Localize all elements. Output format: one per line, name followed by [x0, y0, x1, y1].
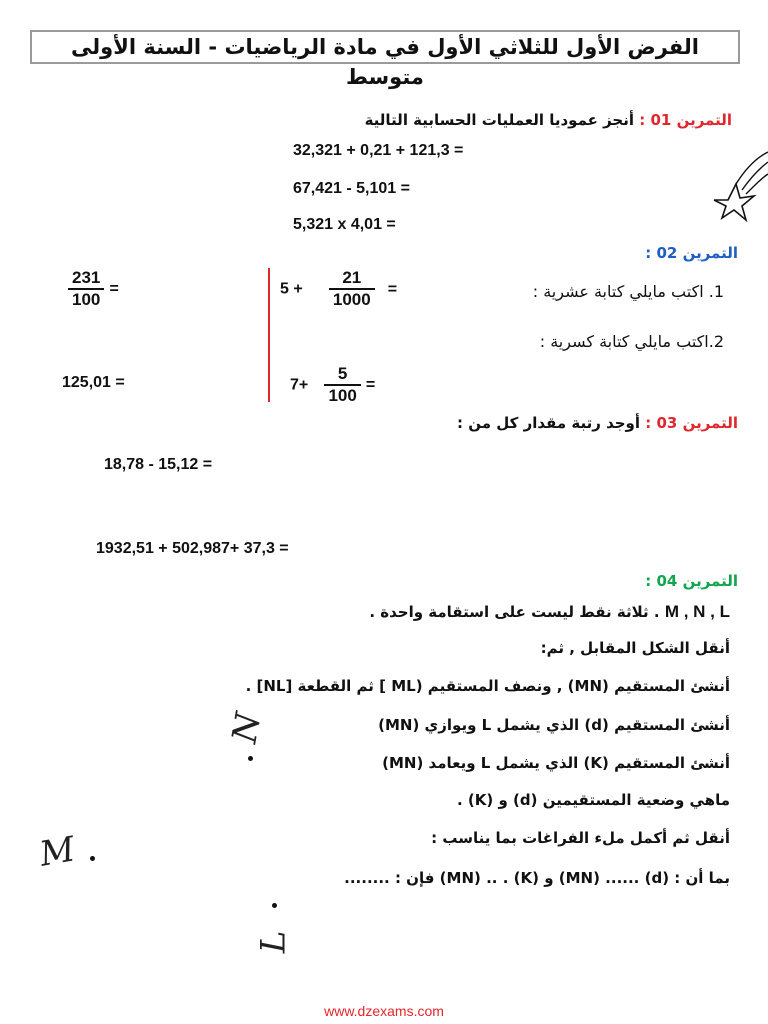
exercise-1-header	[365, 111, 732, 129]
fraction-expression-1	[68, 268, 119, 310]
exercise-1-operation-2: 67,421 - 5,101 =	[293, 180, 410, 197]
point-n-dot	[248, 756, 253, 761]
point-l-dot	[272, 903, 277, 908]
fraction-numerator: 21	[329, 268, 375, 290]
equals-sign: =	[365, 376, 376, 394]
point-m-label: M	[36, 829, 79, 875]
exercise-4-label: التمرين 04 :	[645, 572, 738, 590]
exercise-3-header	[457, 414, 738, 432]
fraction-231-100	[68, 268, 104, 310]
exercise-3-operation-1: 18,78 - 15,12 =	[104, 456, 213, 473]
point-l-label: L	[253, 930, 294, 954]
equals-sign: =	[109, 280, 119, 298]
expression-prefix: 5 +	[280, 280, 303, 298]
expression-5-plus-fraction	[280, 268, 397, 310]
point-m-dot	[90, 856, 95, 861]
red-divider	[268, 268, 270, 402]
fraction-5-100	[324, 364, 360, 406]
exercise-4-line-5: أنشئ المستقيم (K) الذي يشمل L ويعامد (MN)	[382, 754, 730, 772]
shooting-star-icon	[706, 148, 768, 224]
exercise-1-operation-3: 5,321 x 4,01 =	[293, 216, 396, 233]
exercise-4-line-8: بما أن : (d) ...... (MN) و (K) . .. (MN) فإن : ........	[344, 869, 730, 887]
exercise-1-label: التمرين 01 :	[639, 111, 732, 129]
exercise-4-line-1	[369, 602, 730, 622]
fraction-21-1000	[329, 268, 375, 310]
point-n-label: N	[224, 709, 270, 747]
footer-website: www.dzexams.com	[324, 1003, 444, 1019]
exercise-2-label: التمرين 02 :	[645, 244, 738, 262]
exercise-1-operation-1: 32,321 + 0,21 + 121,3 =	[293, 142, 464, 159]
fraction-numerator: 231	[68, 268, 104, 290]
equals-sign: =	[387, 280, 398, 298]
fraction-denominator: 100	[328, 386, 357, 405]
exercise-4-line-2: أنقل الشكل المقابل , ثم:	[540, 639, 730, 657]
points-m-n-l: M , N , L	[664, 602, 730, 621]
exercise-3-instruction: أوجد رتبة مقدار كل من :	[457, 414, 641, 432]
expression-7-plus-fraction	[290, 364, 375, 406]
exercise-2-question-2: 2.اكتب مايلي كتابة كسرية :	[539, 332, 724, 351]
expression-prefix: 7+	[290, 376, 309, 394]
fraction-denominator: 1000	[332, 290, 371, 309]
fraction-denominator: 100	[72, 290, 101, 309]
exercise-4-line-3: أنشئ المستقيم (MN) , ونصف المستقيم (ML ] ثم القطعة [NL] .	[245, 677, 730, 695]
exercise-4-line-6: ماهي وضعية المستقيمين (d) و (K) .	[457, 791, 730, 809]
exercise-2-question-1: 1. اكتب مايلي كتابة عشرية :	[532, 282, 724, 301]
exercise-4-line-1-text: . ثلاثة نقط ليست على استقامة واحدة .	[369, 603, 660, 621]
exercise-1-instruction: أنجز عموديا العمليات الحسابية التالية	[364, 111, 635, 129]
page-title: الفرض الأول للثلاثي الأول في مادة الرياضيات - السنة الأولى متوسط	[30, 30, 740, 64]
decimal-expression-125-01: 125,01 =	[62, 374, 125, 391]
exercise-3-label: التمرين 03 :	[645, 414, 738, 432]
fraction-numerator: 5	[324, 364, 360, 386]
exercise-4-line-4: أنشئ المستقيم (d) الذي يشمل L ويوازي (MN)	[378, 716, 730, 734]
exercise-3-operation-2: 1932,51 + 502,987+ 37,3 =	[96, 540, 289, 557]
exercise-4-line-7: أنقل ثم أكمل ملء الفراغات بما يناسب :	[431, 829, 730, 847]
